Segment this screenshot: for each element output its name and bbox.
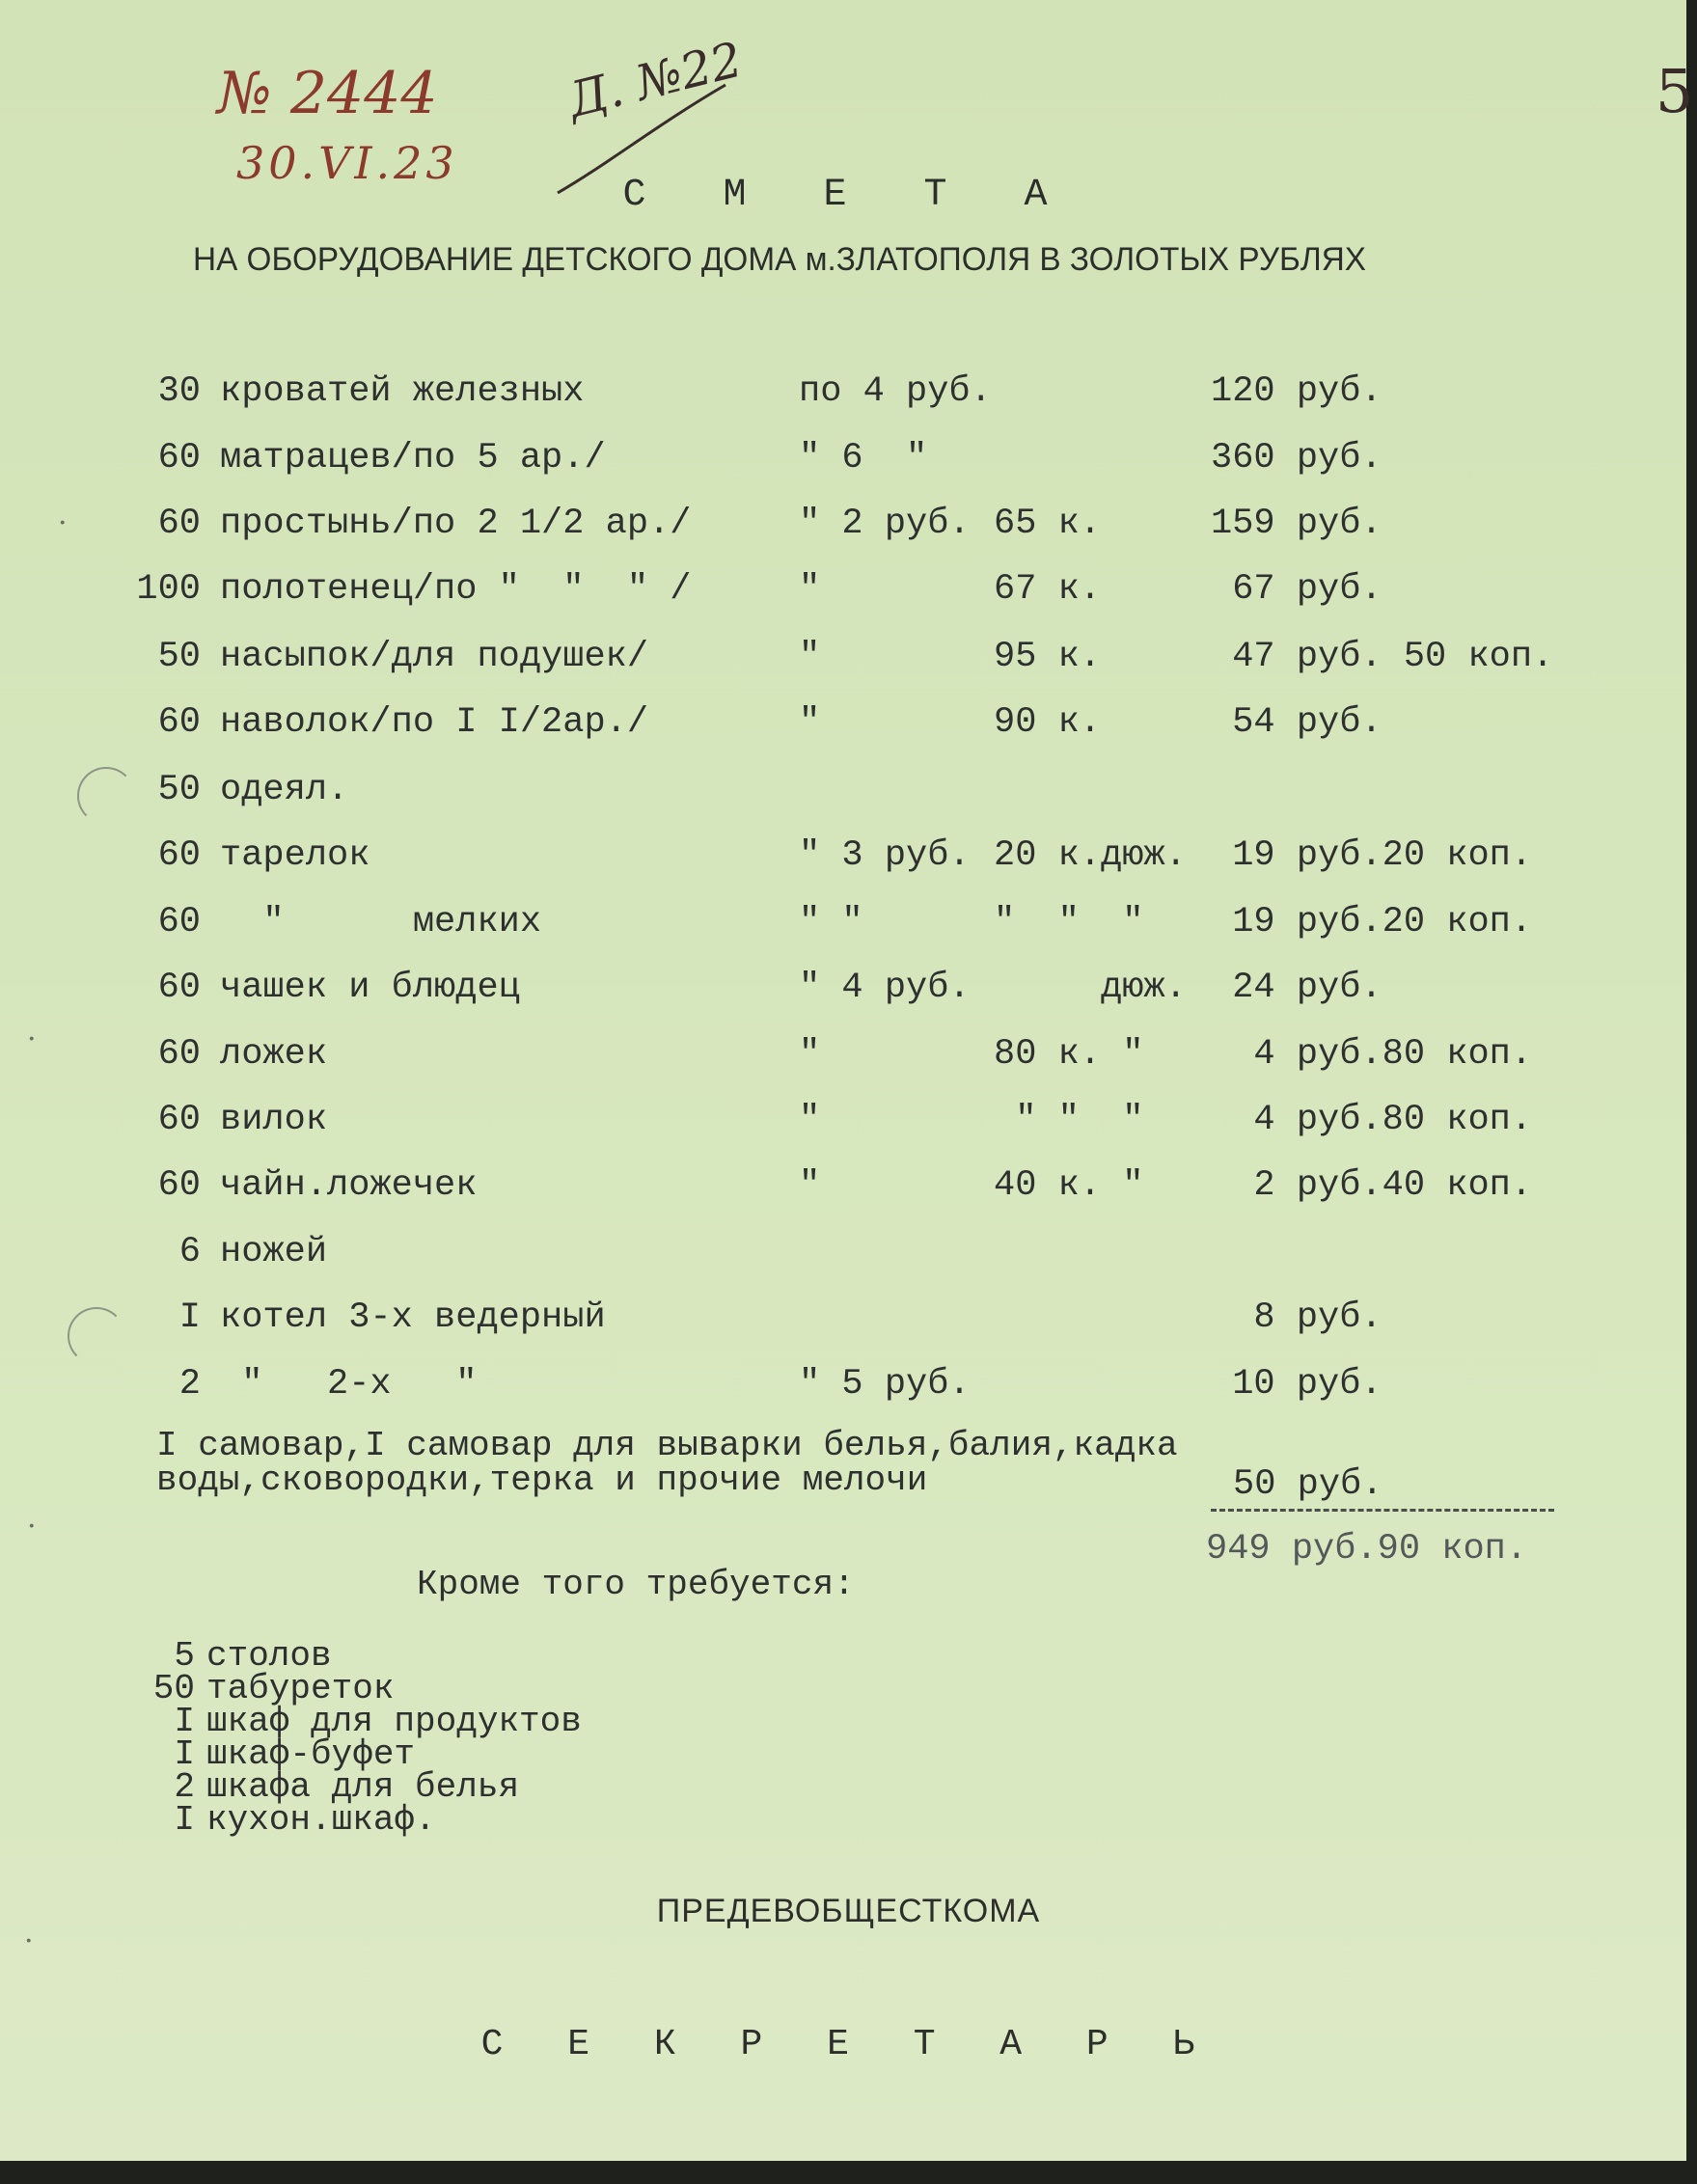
document-subtitle: НА ОБОРУДОВАНИЕ ДЕТСКОГО ДОМА м.ЗЛАТОПОЛЯ В ЗОЛОТЫХ РУБЛЯХ <box>193 241 1367 278</box>
misc-items-line-1: I самовар,I самовар для выварки белья,балия,кадка <box>156 1426 1178 1465</box>
item-kopecks: дюж. <box>994 968 1187 1008</box>
item-name: кроватей железных <box>220 371 585 412</box>
estimate-row <box>0 1364 1686 1412</box>
estimate-row <box>0 1232 1686 1280</box>
item-rate: " " <box>799 902 863 942</box>
additional-item-name: шкафа для белья <box>206 1767 520 1807</box>
item-name: насыпок/для подушек/ <box>220 637 649 677</box>
estimate-row <box>0 371 1686 420</box>
punch-hole-mark <box>77 767 135 825</box>
item-total: 159 руб. <box>1211 504 1382 544</box>
additional-item-quantity: I <box>174 1734 195 1774</box>
additional-item <box>127 1800 582 1840</box>
item-rate: " <box>799 569 821 610</box>
additional-item-quantity: I <box>174 1702 195 1741</box>
item-quantity: 50 <box>157 637 201 677</box>
additional-item-quantity: 50 <box>152 1669 195 1708</box>
additional-item-quantity: 2 <box>174 1767 195 1807</box>
item-quantity: 60 <box>157 504 201 544</box>
additional-title: Кроме того требуется: <box>417 1565 855 1604</box>
item-rate: по 4 руб. <box>799 371 992 412</box>
estimate-row <box>0 770 1686 818</box>
item-kopecks: 80 к. " <box>994 1034 1144 1075</box>
item-total: 67 руб. <box>1211 569 1382 610</box>
punch-hole-mark <box>68 1307 125 1365</box>
item-total: 47 руб. 50 коп. <box>1211 637 1554 677</box>
additional-item <box>127 1767 582 1807</box>
item-rate: " 6 " <box>799 438 928 478</box>
item-kopecks: 90 к. <box>994 702 1102 743</box>
margin-mark: · <box>27 1510 37 1543</box>
estimate-row <box>0 569 1686 617</box>
item-name: матрацев/по 5 ар./ <box>220 438 606 478</box>
item-quantity: 60 <box>157 835 201 876</box>
item-total: 24 руб. <box>1211 968 1382 1008</box>
item-total: 4 руб.80 коп. <box>1211 1100 1533 1140</box>
additional-item <box>127 1734 582 1774</box>
estimate-row <box>0 835 1686 884</box>
item-quantity: 30 <box>157 371 201 412</box>
additional-item-quantity: 5 <box>174 1636 195 1676</box>
item-quantity: 60 <box>157 438 201 478</box>
item-name: чайн.ложечек <box>220 1165 478 1206</box>
item-quantity: 60 <box>157 1100 201 1140</box>
additional-item-quantity: I <box>174 1800 195 1840</box>
item-kopecks: 95 к. <box>994 637 1102 677</box>
item-quantity: 60 <box>157 902 201 942</box>
margin-mark: · <box>58 506 68 540</box>
additional-item-name: табуреток <box>206 1669 395 1708</box>
item-name: ложек <box>220 1034 328 1075</box>
item-name: чашек и блюдец <box>220 968 520 1008</box>
item-quantity: 50 <box>157 770 201 810</box>
item-rate: " <box>799 1100 821 1140</box>
item-name: полотенец/по " " " / <box>220 569 692 610</box>
page-number: 5 <box>1656 56 1694 126</box>
additional-item-name: шкаф-буфет <box>206 1734 416 1774</box>
chair-signature-line: ПРЕДЕВОБЩЕСТКОМА <box>656 1893 1041 1929</box>
item-rate: " <box>799 1165 821 1206</box>
estimate-row <box>0 438 1686 486</box>
item-rate: " 4 руб. <box>799 968 971 1008</box>
item-total: 2 руб.40 коп. <box>1211 1165 1533 1206</box>
document-title: С М Е Т А <box>622 174 1075 217</box>
estimate-row <box>0 1034 1686 1082</box>
item-rate: " 5 руб. <box>799 1364 971 1405</box>
estimate-row <box>0 902 1686 950</box>
item-total: 19 руб.20 коп. <box>1211 902 1533 942</box>
item-rate: " 3 руб. <box>799 835 971 876</box>
item-quantity: 60 <box>157 1034 201 1075</box>
item-name: " мелких <box>220 902 542 942</box>
registration-number: № 2444 <box>217 60 438 127</box>
item-name: " 2-х " <box>220 1364 478 1405</box>
item-total: 8 руб. <box>1211 1297 1382 1338</box>
item-total: 360 руб. <box>1211 438 1382 478</box>
item-kopecks: 67 к. <box>994 569 1102 610</box>
item-name: одеял. <box>220 770 349 810</box>
item-total: 120 руб. <box>1211 371 1382 412</box>
item-quantity: 60 <box>157 1165 201 1206</box>
margin-mark: · <box>27 1023 37 1056</box>
item-rate: " <box>799 1034 821 1075</box>
additional-item <box>127 1636 582 1676</box>
estimate-row <box>0 1297 1686 1346</box>
file-reference: Д. №22 <box>561 31 748 129</box>
item-kopecks: 40 к. " <box>994 1165 1144 1206</box>
margin-mark: · <box>24 1925 34 1958</box>
misc-items-total: 50 руб. <box>1233 1464 1383 1505</box>
item-quantity: 60 <box>157 968 201 1008</box>
estimate-row <box>0 1100 1686 1148</box>
item-rate: " <box>799 702 821 743</box>
item-quantity: I <box>178 1297 201 1338</box>
item-quantity: 100 <box>136 569 201 610</box>
registration-date: 30.VI.23 <box>236 137 458 189</box>
item-rate: " 2 руб. <box>799 504 971 544</box>
item-kopecks: 65 к. <box>994 504 1102 544</box>
estimate-row <box>0 968 1686 1016</box>
additional-item-name: кухон.шкаф. <box>206 1800 436 1840</box>
item-rate: " <box>799 637 821 677</box>
item-quantity: 2 <box>178 1364 201 1405</box>
additional-item <box>127 1702 582 1741</box>
total-divider <box>1211 1509 1554 1512</box>
item-name: тарелок <box>220 835 370 876</box>
item-name: котел 3-х ведерный <box>220 1297 606 1338</box>
item-name: наволок/по I I/2ар./ <box>220 702 649 743</box>
item-total: 19 руб.20 коп. <box>1211 835 1533 876</box>
grand-total: 949 руб.90 коп. <box>1206 1529 1528 1570</box>
estimate-row <box>0 637 1686 685</box>
item-total: 54 руб. <box>1211 702 1382 743</box>
misc-items-line-2: воды,сковородки,терка и прочие мелочи <box>156 1461 928 1500</box>
additional-item <box>127 1669 582 1708</box>
item-quantity: 60 <box>157 702 201 743</box>
estimate-row <box>0 702 1686 751</box>
item-kopecks: 20 к.дюж. <box>994 835 1187 876</box>
item-name: простынь/по 2 1/2 ар./ <box>220 504 692 544</box>
additional-items <box>127 1636 582 1840</box>
secretary-signature-line: С Е К Р Е Т А Р Ь <box>480 2024 1217 2065</box>
item-total: 4 руб.80 коп. <box>1211 1034 1533 1075</box>
item-kopecks: " " " <box>994 902 1144 942</box>
item-kopecks: " " " <box>994 1100 1144 1140</box>
estimate-row <box>0 1165 1686 1214</box>
item-quantity: 6 <box>178 1232 201 1272</box>
estimate-row <box>0 504 1686 552</box>
item-total: 10 руб. <box>1211 1364 1382 1405</box>
additional-item-name: шкаф для продуктов <box>206 1702 582 1741</box>
additional-item-name: столов <box>206 1636 332 1676</box>
item-name: вилок <box>220 1100 328 1140</box>
item-name: ножей <box>220 1232 328 1272</box>
